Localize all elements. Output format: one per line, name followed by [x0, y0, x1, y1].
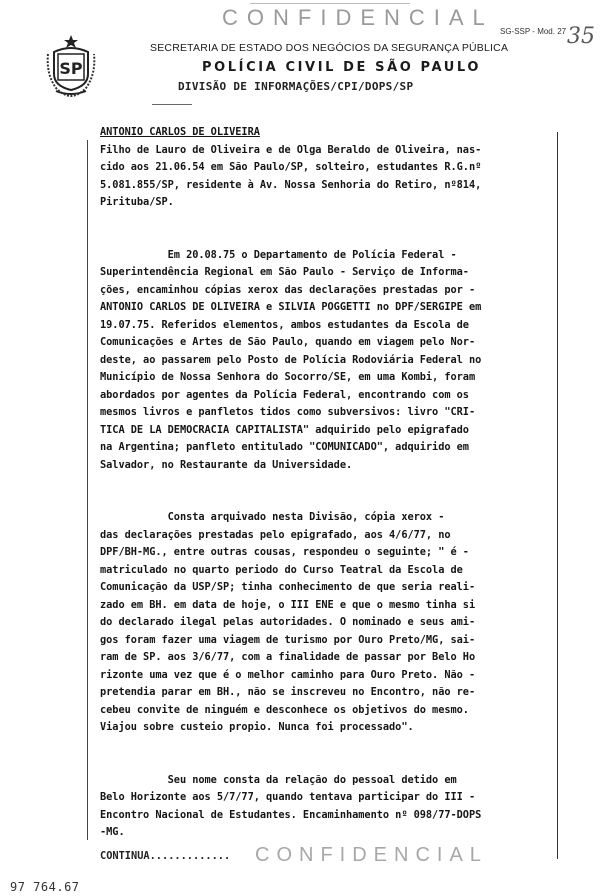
page-number: 35 — [567, 24, 595, 49]
header-divider — [152, 104, 192, 105]
text-line: Filho de Lauro de Oliveira e de Olga Beraldo de Oliveira, nas- — [100, 143, 482, 156]
paragraph-detention — [100, 772, 558, 842]
text-line: Superintendência Regional em São Paulo - Serviço de Informa- — [100, 266, 469, 278]
paragraph-filiation — [100, 142, 558, 212]
text-line: 5.081.855/SP, residente à Av. Nossa Senhoria do Retiro, nº814, — [100, 178, 482, 191]
svg-text:SP: SP — [59, 59, 83, 78]
confidential-stamp-top: CONFIDENCIAL — [222, 5, 494, 30]
secretaria-heading: SECRETARIA DE ESTADO DOS NEGÓCIOS DA SEGURANÇA PÚBLICA — [150, 42, 509, 54]
confidential-stamp-bottom: CONFIDENCIAL — [255, 844, 488, 866]
text-line: Município de Nossa Senhora do Socorro/SE, em uma Kombi, foram — [100, 371, 476, 383]
text-line: Encontro Nacional de Estudantes. Encaminhamento nº 098/77-DOPS — [100, 808, 482, 821]
text-line: Consta arquivado nesta Divisão, cópia xerox - — [100, 511, 445, 523]
form-code: SG-SSP - Mod. 27 — [500, 27, 567, 36]
text-line: rizonte uma vez que é o melhor caminho para Ouro Preto. Não - — [100, 668, 476, 681]
sao-paulo-coat-of-arms-icon — [44, 34, 98, 98]
continua-label: CONTINUA............. — [100, 850, 231, 862]
text-line: Salvador, no Restaurante da Universidade. — [100, 458, 353, 471]
text-line: TICA DE LA DEMOCRACIA CAPITALISTA" adquirido pelo epigrafado — [100, 423, 469, 436]
text-line: Comunicações e Artes de São Paulo, quando em viagem pelo Nor- — [100, 336, 476, 348]
text-line: ram de SP. aos 3/6/77, com a finalidade de passar por Belo Ho — [100, 651, 476, 663]
text-line: Em 20.08.75 o Departamento de Polícia Federal - — [100, 248, 457, 261]
text-line: mesmos livros e panfletos tidos como subversivos: livro "CRI- — [100, 406, 476, 418]
text-line: cebeu convite de ninguém e desconhece os objetivos do mesmo. — [100, 703, 469, 716]
paragraph-dpf-report — [100, 247, 558, 475]
text-line: Viajou sobre custeio propio. Nunca foi processado". — [100, 721, 414, 733]
text-line: ções, encaminhou cópias xerox das declarações prestadas por - — [100, 283, 476, 296]
text-line: cido aos 21.06.54 em São Paulo/SP, solteiro, estudantes R.G.nº — [100, 161, 482, 173]
text-line: das declarações prestadas pelo epigrafado, aos 4/6/77, no — [100, 528, 451, 541]
text-line: Comunicação da USP/SP; tinha conhecimento de que seria reali- — [100, 581, 476, 593]
policia-heading: POLÍCIA CIVIL DE SÃO PAULO — [202, 60, 481, 75]
text-line: deste, ao passarem pelo Posto de Polícia Rodoviária Federal no — [100, 353, 482, 366]
text-line: zado em BH. em data de hoje, o III ENE e que o mesmo tinha si — [100, 598, 476, 611]
text-line: do declarado ilegal pelas autoridades. O nominado e seus ami- — [100, 616, 476, 628]
text-line: -MG. — [100, 826, 125, 838]
text-line: Seu nome consta da relação do pessoal detido em — [100, 773, 457, 786]
text-line: matriculado no quarto periodo do Curso Teatral da Escola de — [100, 563, 463, 576]
handwritten-number: 97 764.67 — [10, 880, 80, 894]
text-line: ANTONIO CARLOS DE OLIVEIRA e SILVIA POGGETTI no DPF/SERGIPE em — [100, 301, 482, 313]
document-body — [100, 124, 558, 842]
stamp-top-rule — [250, 3, 410, 4]
text-line: DPF/BH-MG., entre outras cousas, respondeu o seguinte; " é - — [100, 546, 469, 558]
left-margin-rule — [87, 140, 88, 840]
subject-name: ANTONIO CARLOS DE OLIVEIRA — [100, 126, 260, 138]
text-line: 19.07.75. Referidos elementos, ambos estudantes da Escola de — [100, 318, 469, 331]
paragraph-declarations — [100, 509, 558, 737]
text-line: abordados por agentes da Polícia Federal, encontrando com os — [100, 388, 469, 401]
text-line: Belo Horizonte aos 5/7/77, quando tentava participar do III - — [100, 791, 476, 803]
divisao-heading: DIVISÃO DE INFORMAÇÕES/CPI/DOPS/SP — [178, 80, 414, 93]
text-line: gos foram fazer uma viagem de turismo por Ouro Preto/MG, sai- — [100, 633, 476, 646]
text-line: Pirituba/SP. — [100, 196, 174, 208]
text-line: pretendia parar em BH., não se inscreveu no Encontro, não re- — [100, 686, 476, 698]
text-line: na Argentina; panfleto entitulado "COMUNICADO", adquirido em — [100, 441, 469, 453]
